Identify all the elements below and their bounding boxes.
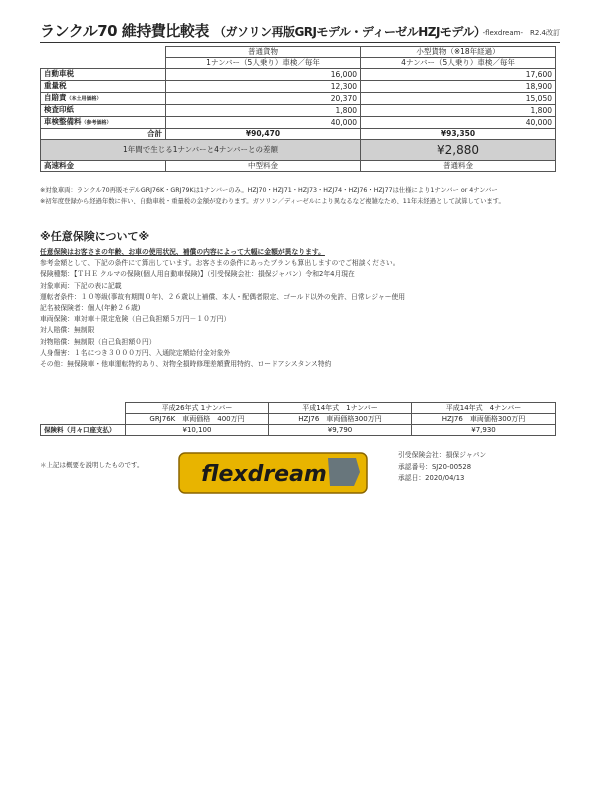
footer-note: ＊上記は概要を説明したものです。 xyxy=(40,461,144,469)
cost-comparison-table xyxy=(40,46,556,172)
page-title xyxy=(40,20,560,43)
notes: ※対象車両：ランクル70再販モデルGRJ76K・GRJ79Kは1ナンバーのみ。HZJ70・HZJ71・HZJ73・HZJ74・HZJ76・HZJ77は仕様により1ナンバー or 4ナンバー ※初年度登録から経過年数に伴い、自動車税・重量税の金額が変わります。ガソリン／ディーゼルにより異なるなど複雑なため、11年未経過として試算しています。 xyxy=(40,187,505,205)
difference-row: 1年間で生じる1ナンバーと4ナンバーとの差額 ¥2,880 xyxy=(41,140,556,161)
insurance-table: 平成26年式 1ナンバー 平成14年式 1ナンバー 平成14年式 4ナンバー GRJ76K 車両価格 400万円 HZJ76 車両価格300万円 HZJ76 車両価格300万円 保険料（月々口座支払） ¥10,100 ¥9,790 ¥7,930 xyxy=(40,402,556,436)
table-row: 自賠責（本土用価格） 20,370 15,050 xyxy=(41,93,556,105)
col-a-head2: 1ナンバー（5人乗り）車検／毎年 xyxy=(166,58,361,69)
col-a-head1: 普通貨物 xyxy=(166,47,361,58)
col-b-head1: 小型貨物（※18年経過） xyxy=(361,47,556,58)
title-tag: -flexdream- R2.4改訂 xyxy=(482,29,560,37)
insurer-info: 引受保険会社：損保ジャパン 承認番号：SJ20-00528 承認日：2020/04/13 xyxy=(398,451,487,482)
table-row: 重量税 12,300 18,900 xyxy=(41,81,556,93)
table-row: 車検整備料（参考価格） 40,000 40,000 xyxy=(41,117,556,129)
toll-row: 高速料金 中型料金 普通料金 xyxy=(41,161,556,172)
title-sub: （ガソリン再版GRJモデル・ディーゼルHZJモデル） xyxy=(213,25,486,39)
svg-text:flexdream: flexdream xyxy=(201,462,327,487)
table-row: 保険料（月々口座支払） ¥10,100 ¥9,790 ¥7,930 xyxy=(41,425,556,436)
flexdream-logo xyxy=(178,452,368,494)
insurance-conditions: 任意保険はお客さまの年齢、お車の使用状況、補償の内容によって大幅に金額が異なります。 参考金額として、下記の条件にて算出しています。お客さまの条件にあったプランも算出しますのでご相談ください。 保険種類：【ＴＨＥ クルマの保険(個人用自動車保険)】（引受保険会社：損保ジャパン）令和2年4月現在 対象車両：下記の表に記載 運転者条件：１０等級(事故有期間０年)、２６歳以上補償、本人・配偶者限定、ゴールド以外の免許、日常レジャー使用 記名被保険者：個人(年齢２６歳) 車両保険：車対車＋限定危険（自己負担額５万円－１０万円） 対人賠償：無制限 対物賠償：無制限（自己負担額０円） 人身傷害：１名につき３０００万円、入通院定額給付金対象外 その他：無保険車・他車運転特約あり、対物全損時修理差額費用特約、ロードアシスタンス特約 xyxy=(40,248,406,369)
table-row: 検査印紙 1,800 1,800 xyxy=(41,105,556,117)
table-row: 自動車税 16,000 17,600 xyxy=(41,69,556,81)
title-main: ランクル70 維持費比較表 xyxy=(40,22,209,40)
total-row: 合計 ¥90,470 ¥93,350 xyxy=(41,129,556,140)
col-b-head2: 4ナンバー（5人乗り）車検／毎年 xyxy=(361,58,556,69)
insurance-title: ※任意保険について※ xyxy=(40,230,150,243)
